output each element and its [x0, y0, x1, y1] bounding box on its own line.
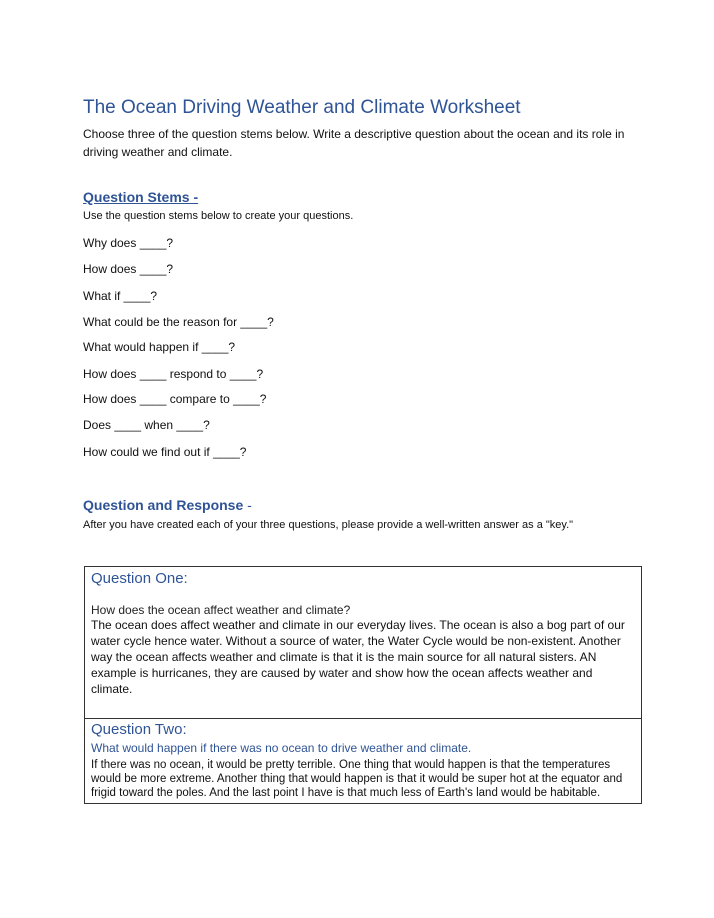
- question-response-instruction: After you have created each of your three questions, please provide a well-written answer as a "key.": [83, 519, 574, 531]
- question-response-heading-dash: -: [247, 497, 252, 513]
- answer-question: What would happen if there was no ocean to drive weather and climate.: [91, 741, 472, 755]
- question-stems-heading: [83, 189, 198, 205]
- answer-question: How does the ocean affect weather and climate?: [91, 603, 351, 617]
- question-response-heading: [83, 497, 252, 513]
- answer-box-question-two: [84, 718, 642, 804]
- answer-box-question-one: [84, 566, 642, 719]
- worksheet-title: The Ocean Driving Weather and Climate Worksheet: [83, 97, 521, 118]
- question-response-heading-text: Question and Response: [83, 497, 244, 513]
- question-stem: Does ____ when ____?: [83, 418, 210, 432]
- answer-label: Question Two:: [91, 721, 187, 738]
- question-stem: How does ____?: [83, 262, 174, 276]
- answer-response: The ocean does affect weather and climate in our everyday lives. The ocean is also a bog part of our water cycle hence water. Without a source of water, the Water Cycle would be non-existent. Another way the ocean affects weather and climate is that it is the main source for all natural sisters. AN example is hurricanes, they are caused by water and show how the ocean affects weather and climate.: [91, 618, 625, 696]
- question-stem: What if ____?: [83, 289, 158, 303]
- worksheet-intro: Choose three of the question stems below. Write a descriptive question about the ocean and its role in driving weather and climate.: [83, 127, 625, 159]
- question-stem: What would happen if ____?: [83, 340, 236, 354]
- question-stems-instruction: Use the question stems below to create your questions.: [83, 210, 354, 222]
- question-stem: Why does ____?: [83, 236, 174, 250]
- question-stem: What could be the reason for ____?: [83, 315, 274, 329]
- answer-label: Question One:: [91, 570, 188, 587]
- question-stem: How does ____ compare to ____?: [83, 392, 267, 406]
- question-stem: How does ____ respond to ____?: [83, 367, 264, 381]
- question-stem: How could we find out if ____?: [83, 445, 247, 459]
- answer-response: If there was no ocean, it would be pretty terrible. One thing that would happen is that the temperatures would be more extreme. Another thing that would happen is that it would be super hot at the equator and frigid toward the poles. And the last point I have is that much less of Earth's land would be habitable.: [91, 759, 623, 799]
- question-stems-heading-text: Question Stems -: [83, 189, 199, 205]
